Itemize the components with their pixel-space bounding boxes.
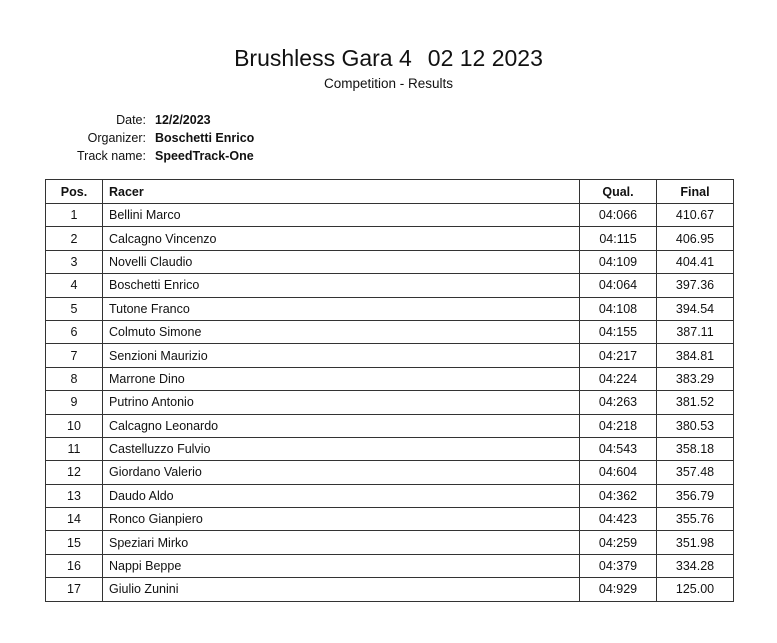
cell-pos: 9	[46, 391, 103, 414]
cell-final: 380.53	[657, 414, 734, 437]
cell-racer: Putrino Antonio	[103, 391, 580, 414]
table-row	[46, 250, 734, 273]
cell-pos: 17	[46, 578, 103, 601]
cell-qual: 04:066	[580, 204, 657, 227]
cell-qual: 04:543	[580, 437, 657, 460]
column-header-racer: Racer	[103, 180, 580, 204]
table-row	[46, 391, 734, 414]
cell-final: 406.95	[657, 227, 734, 250]
cell-racer: Daudo Aldo	[103, 484, 580, 507]
table-row	[46, 227, 734, 250]
cell-pos: 2	[46, 227, 103, 250]
cell-qual: 04:224	[580, 367, 657, 390]
track-label: Track name:	[76, 149, 146, 163]
cell-qual: 04:109	[580, 250, 657, 273]
cell-racer: Nappi Beppe	[103, 554, 580, 577]
table-row	[46, 578, 734, 601]
cell-final: 125.00	[657, 578, 734, 601]
cell-pos: 12	[46, 461, 103, 484]
cell-qual: 04:379	[580, 554, 657, 577]
cell-racer: Senzioni Maurizio	[103, 344, 580, 367]
cell-pos: 5	[46, 297, 103, 320]
cell-racer: Tutone Franco	[103, 297, 580, 320]
table-row	[46, 554, 734, 577]
cell-final: 351.98	[657, 531, 734, 554]
cell-qual: 04:155	[580, 320, 657, 343]
cell-final: 334.28	[657, 554, 734, 577]
cell-pos: 4	[46, 274, 103, 297]
page-title	[0, 43, 777, 73]
cell-qual: 04:362	[580, 484, 657, 507]
cell-qual: 04:064	[580, 274, 657, 297]
cell-pos: 3	[46, 250, 103, 273]
date-value: 12/2/2023	[155, 113, 211, 127]
cell-qual: 04:423	[580, 508, 657, 531]
cell-racer: Marrone Dino	[103, 367, 580, 390]
table-row	[46, 414, 734, 437]
cell-qual: 04:929	[580, 578, 657, 601]
table-row	[46, 367, 734, 390]
table-row	[46, 531, 734, 554]
column-header-pos: Pos.	[46, 180, 103, 204]
cell-final: 358.18	[657, 437, 734, 460]
cell-pos: 14	[46, 508, 103, 531]
track-row	[0, 147, 400, 165]
cell-final: 387.11	[657, 320, 734, 343]
cell-racer: Speziari Mirko	[103, 531, 580, 554]
cell-final: 384.81	[657, 344, 734, 367]
cell-qual: 04:115	[580, 227, 657, 250]
table-row	[46, 204, 734, 227]
cell-racer: Castelluzzo Fulvio	[103, 437, 580, 460]
results-body	[46, 204, 734, 602]
table-row	[46, 274, 734, 297]
cell-pos: 15	[46, 531, 103, 554]
column-header-final: Final	[657, 180, 734, 204]
cell-racer: Boschetti Enrico	[103, 274, 580, 297]
date-row	[0, 111, 400, 129]
cell-final: 355.76	[657, 508, 734, 531]
cell-pos: 8	[46, 367, 103, 390]
organizer-label: Organizer:	[87, 131, 146, 145]
cell-racer: Bellini Marco	[103, 204, 580, 227]
table-row	[46, 508, 734, 531]
cell-racer: Calcagno Vincenzo	[103, 227, 580, 250]
column-header-qual: Qual.	[580, 180, 657, 204]
table-row	[46, 344, 734, 367]
table-row	[46, 320, 734, 343]
table-row	[46, 297, 734, 320]
cell-pos: 13	[46, 484, 103, 507]
track-value: SpeedTrack-One	[155, 149, 254, 163]
page-subtitle: Competition - Results	[323, 76, 454, 91]
cell-racer: Giulio Zunini	[103, 578, 580, 601]
table-row	[46, 484, 734, 507]
table-row	[46, 437, 734, 460]
cell-pos: 1	[46, 204, 103, 227]
title-main: Brushless Gara 4	[234, 45, 412, 71]
cell-pos: 7	[46, 344, 103, 367]
cell-final: 356.79	[657, 484, 734, 507]
results-table	[45, 179, 734, 602]
date-label: Date:	[116, 113, 146, 127]
cell-pos: 6	[46, 320, 103, 343]
cell-racer: Novelli Claudio	[103, 250, 580, 273]
cell-racer: Giordano Valerio	[103, 461, 580, 484]
table-row	[46, 461, 734, 484]
cell-final: 397.36	[657, 274, 734, 297]
cell-final: 410.67	[657, 204, 734, 227]
cell-final: 404.41	[657, 250, 734, 273]
cell-qual: 04:604	[580, 461, 657, 484]
cell-final: 383.29	[657, 367, 734, 390]
title-date: 02 12 2023	[427, 45, 543, 71]
cell-final: 394.54	[657, 297, 734, 320]
cell-qual: 04:217	[580, 344, 657, 367]
cell-qual: 04:263	[580, 391, 657, 414]
event-info	[0, 111, 400, 165]
cell-qual: 04:218	[580, 414, 657, 437]
cell-qual: 04:259	[580, 531, 657, 554]
cell-qual: 04:108	[580, 297, 657, 320]
table-header-row	[46, 180, 734, 204]
organizer-row	[0, 129, 400, 147]
cell-final: 381.52	[657, 391, 734, 414]
cell-racer: Colmuto Simone	[103, 320, 580, 343]
cell-pos: 16	[46, 554, 103, 577]
organizer-value: Boschetti Enrico	[155, 131, 255, 145]
cell-pos: 10	[46, 414, 103, 437]
cell-racer: Calcagno Leonardo	[103, 414, 580, 437]
cell-racer: Ronco Gianpiero	[103, 508, 580, 531]
cell-final: 357.48	[657, 461, 734, 484]
cell-pos: 11	[46, 437, 103, 460]
